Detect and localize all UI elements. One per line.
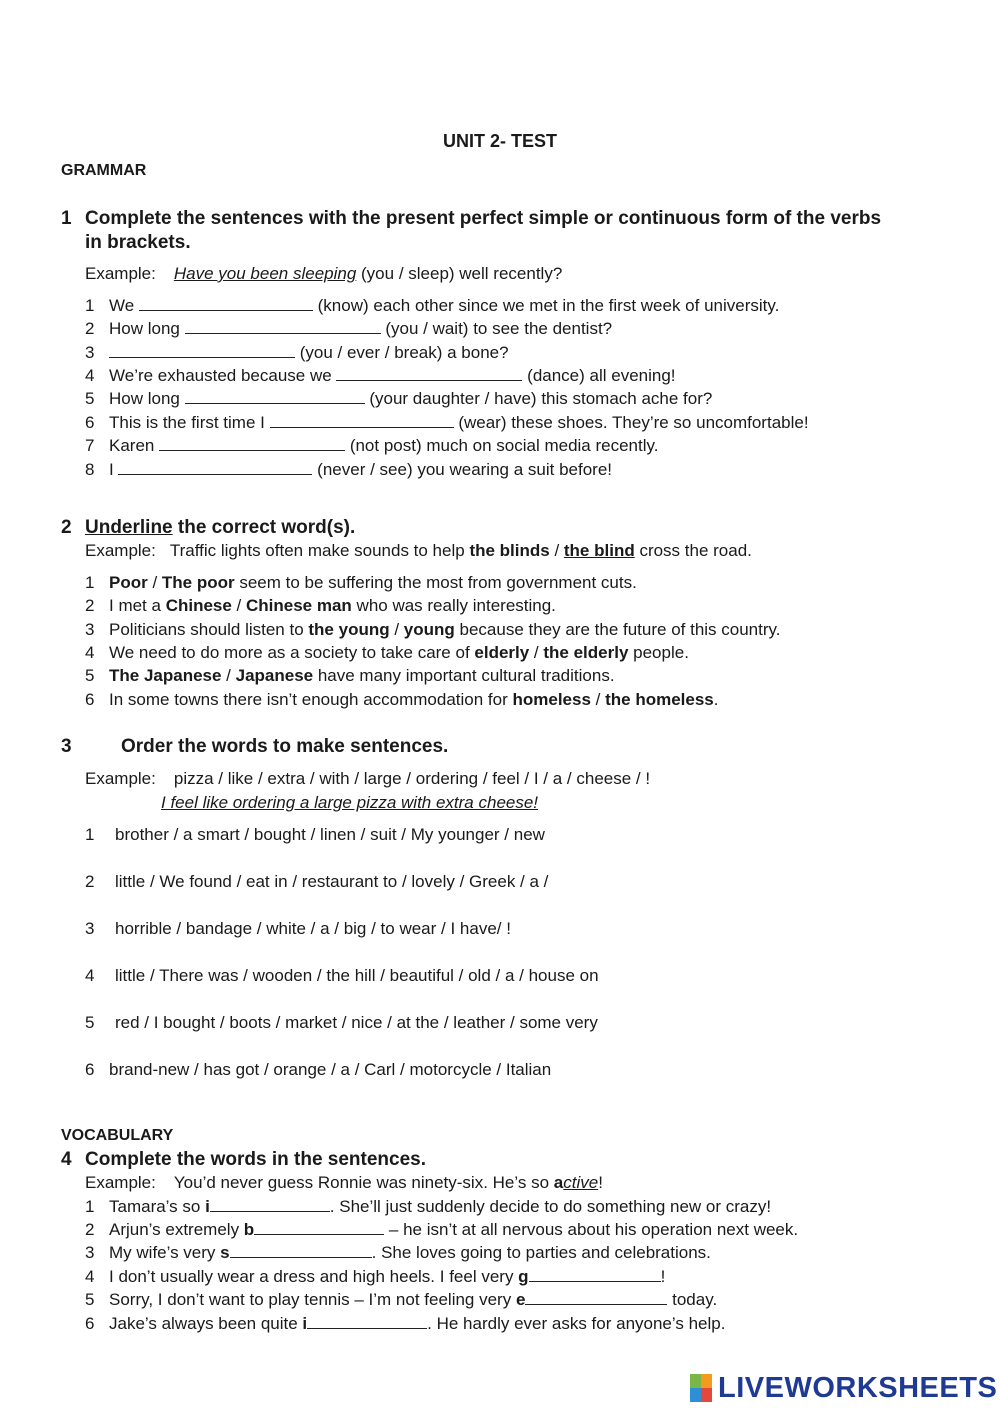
option-b[interactable]: Japanese: [235, 666, 314, 685]
option-a[interactable]: homeless: [512, 690, 591, 709]
example-label: Example:: [85, 264, 156, 283]
q1-number: 1: [61, 208, 72, 229]
q3-instruction: Order the words to make sentences.: [121, 736, 449, 757]
q4-item-2: 2 Arjun’s extremely b – he isn’t at all nervous about his operation next week.: [85, 1220, 799, 1239]
q3-item-3: 3 horrible / bandage / white / a / big / to wear / I have/ !: [85, 919, 511, 938]
q2-item-1: 1 Poor / The poor seem to be suffering the most from government cuts.: [85, 573, 637, 592]
q3-example: Example: pizza / like / extra / with / large / ordering / feel / I / a / cheese / !: [85, 769, 651, 788]
liveworksheets-logo-text: LIVEWORKSHEETS: [718, 1371, 998, 1404]
answer-blank[interactable]: [139, 296, 313, 311]
q4-example: Example: You’d never guess Ronnie was ninety-six. He’s so active!: [85, 1173, 603, 1192]
answer-blank[interactable]: [159, 436, 345, 451]
option-a[interactable]: Chinese: [165, 596, 232, 615]
q1-item-1: 1 We (know) each other since we met in the first week of university.: [85, 296, 780, 315]
page-title: UNIT 2- TEST: [442, 131, 557, 151]
option-a[interactable]: The Japanese: [109, 666, 222, 685]
answer-blank[interactable]: [210, 1197, 330, 1212]
option-a[interactable]: Poor: [109, 573, 148, 592]
q4-item-6: 6 Jake’s always been quite i . He hardly ever asks for anyone’s help.: [85, 1314, 726, 1333]
q2-instruction: Underline the correct word(s).: [85, 517, 356, 538]
q4-number: 4: [61, 1149, 72, 1170]
liveworksheets-logo: [690, 1372, 997, 1404]
option-a[interactable]: elderly: [474, 643, 530, 662]
option-a[interactable]: the young: [308, 620, 390, 639]
q3-item-4: 4 little / There was / wooden / the hill / beautiful / old / a / house on: [85, 966, 599, 985]
option-b[interactable]: young: [403, 620, 455, 639]
q1-item-4: 4 We’re exhausted because we (dance) all evening!: [85, 366, 676, 385]
grammar-heading: GRAMMAR: [61, 162, 147, 179]
q3-item-1: 1 brother / a smart / bought / linen / suit / My younger / new: [85, 825, 545, 844]
option-b[interactable]: the homeless: [605, 690, 714, 709]
answer-blank[interactable]: [336, 366, 522, 381]
example-rest: (you / sleep) well recently?: [356, 264, 563, 283]
q1-item-3: 3 (you / ever / break) a bone?: [85, 343, 509, 362]
answer-blank[interactable]: [254, 1220, 384, 1235]
q1-item-6: 6 This is the first time I (wear) these shoes. They’re so uncomfortable!: [85, 413, 809, 432]
option-b[interactable]: Chinese man: [246, 596, 352, 615]
q2-example: Example: Traffic lights often make sounds to help the blinds / the blind cross the road.: [85, 541, 752, 560]
answer-blank[interactable]: [270, 413, 454, 428]
q4-instruction: Complete the words in the sentences.: [85, 1149, 427, 1170]
q1-item-2: 2 How long (you / wait) to see the dentist?: [85, 319, 613, 338]
q1-item-7: 7 Karen (not post) much on social media recently.: [85, 436, 659, 455]
q2-number: 2: [61, 517, 72, 538]
answer-blank[interactable]: [525, 1290, 667, 1305]
q1-instruction-line1: Complete the sentences with the present perfect simple or continuous form of the verbs: [85, 208, 882, 229]
q3-number: 3: [61, 736, 72, 757]
q2-item-6: 6 In some towns there isn’t enough accommodation for homeless / the homeless.: [85, 690, 719, 709]
q4-item-3: 3 My wife’s very s . She loves going to parties and celebrations.: [85, 1243, 711, 1262]
option-b[interactable]: the elderly: [543, 643, 629, 662]
q1-item-5: 5 How long (your daughter / have) this stomach ache for?: [85, 389, 713, 408]
answer-blank[interactable]: [185, 319, 381, 334]
q4-item-4: 4 I don’t usually wear a dress and high heels. I feel very g !: [85, 1267, 666, 1286]
answer-blank[interactable]: [118, 460, 312, 475]
answer-blank[interactable]: [230, 1243, 372, 1258]
q3-item-2: 2 little / We found / eat in / restaurant to / lovely / Greek / a /: [85, 872, 549, 891]
q2-item-3: 3 Politicians should listen to the young / young because they are the future of this country.: [85, 620, 781, 639]
q2-item-4: 4 We need to do more as a society to take care of elderly / the elderly people.: [85, 643, 689, 662]
q2-item-2: 2 I met a Chinese / Chinese man who was really interesting.: [85, 596, 556, 615]
q3-item-6: 6 brand-new / has got / orange / a / Carl / motorcycle / Italian: [85, 1060, 552, 1079]
answer-blank[interactable]: [185, 389, 365, 404]
option-b[interactable]: The poor: [161, 573, 235, 592]
q1-example: [85, 264, 562, 284]
q4-item-5: 5 Sorry, I don’t want to play tennis – I’m not feeling very e today.: [85, 1290, 718, 1309]
liveworksheets-logo-icon: [690, 1374, 712, 1402]
q2-item-5: 5 The Japanese / Japanese have many important cultural traditions.: [85, 666, 615, 685]
q3-example-answer: I feel like ordering a large pizza with extra cheese!: [161, 793, 539, 812]
q1-item-8: 8 I (never / see) you wearing a suit before!: [85, 460, 612, 479]
q4-item-1: 1 Tamara’s so i . She’ll just suddenly decide to do something new or crazy!: [85, 1197, 772, 1216]
q1-instruction-line2: in brackets.: [85, 232, 191, 253]
answer-blank[interactable]: [529, 1267, 661, 1282]
answer-blank[interactable]: [109, 343, 295, 358]
vocabulary-heading: VOCABULARY: [61, 1127, 174, 1144]
example-answer: Have you been sleeping: [173, 264, 357, 283]
q3-item-5: 5 red / I bought / boots / market / nice / at the / leather / some very: [85, 1013, 598, 1032]
answer-blank[interactable]: [307, 1314, 427, 1329]
